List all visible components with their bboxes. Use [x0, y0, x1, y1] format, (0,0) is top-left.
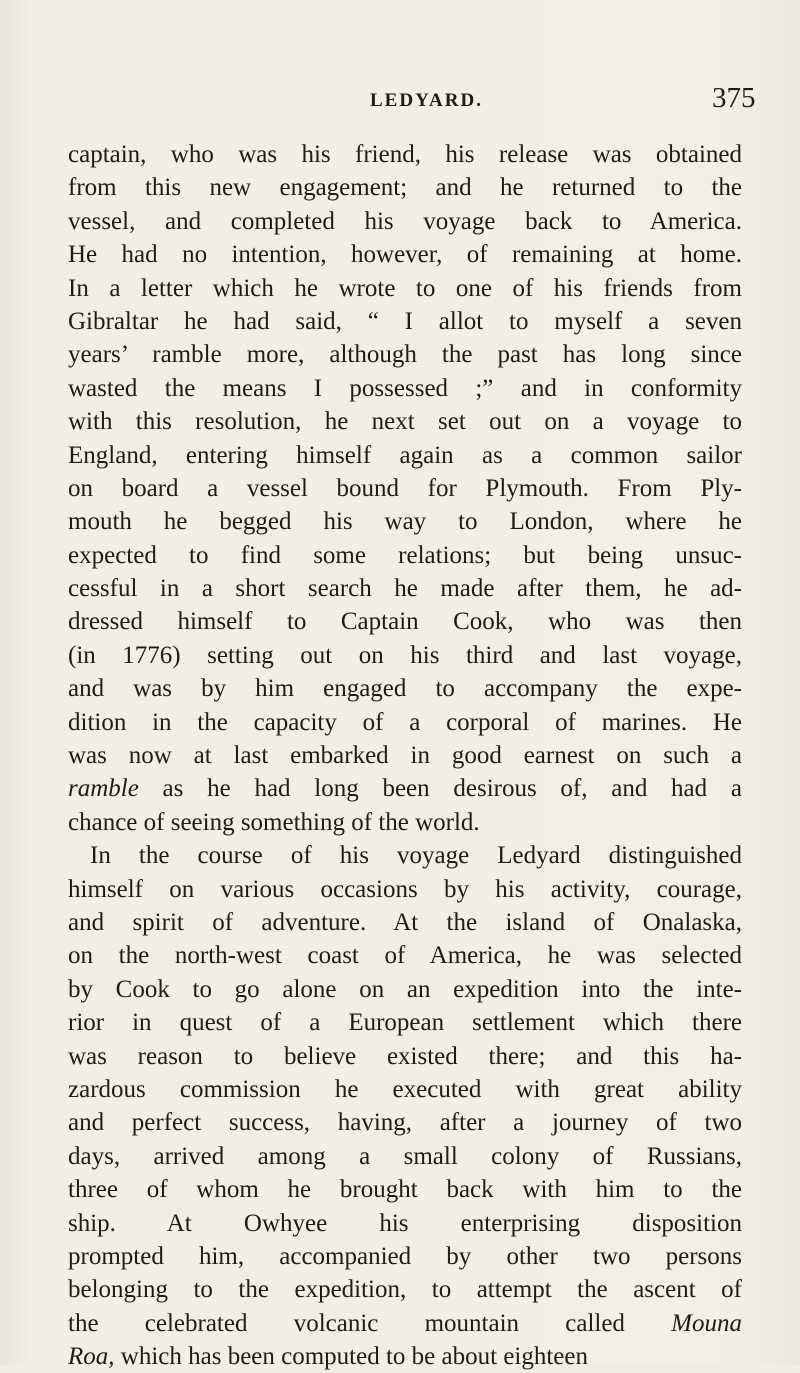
text-line: He had no intention, however, of remaining at home.	[68, 241, 742, 269]
text-line: on board a vessel bound for Plymouth. From Ply-	[68, 474, 742, 502]
text-line: vessel, and completed his voyage back to America.	[68, 207, 742, 235]
text-line	[68, 772, 742, 805]
text-line: expected to find some relations; but being unsuc-	[68, 541, 742, 569]
italic-term: ramble	[68, 775, 139, 803]
text-line: (in 1776) setting out on his third and last voyage,	[68, 641, 742, 669]
text-line	[68, 1307, 742, 1340]
text-line: with this resolution, he next set out on a voyage to	[68, 408, 742, 436]
text-line: on the north-west coast of America, he was selected	[68, 942, 742, 970]
text-line: Gibraltar he had said, “ I allot to myself a seven	[68, 307, 742, 335]
text-line: cessful in a short search he made after them, he ad-	[68, 575, 742, 603]
text-line: chance of seeing something of the world.	[68, 808, 480, 836]
text-line: dressed himself to Captain Cook, who was then	[68, 608, 742, 636]
text-line: rior in quest of a European settlement which there	[68, 1009, 742, 1037]
text-segment: as he had long been desirous of, and had a	[138, 775, 742, 803]
text-line: belonging to the expedition, to attempt the ascent of	[68, 1276, 742, 1304]
text-line: and was by him engaged to accompany the expe-	[68, 675, 742, 703]
italic-term: Roa,	[68, 1343, 115, 1371]
page-header	[0, 82, 800, 122]
text-line: from this new engagement; and he returned to the	[68, 174, 742, 202]
text-segment: which has been computed to be about eighteen	[114, 1343, 588, 1371]
text-line: three of whom he brought back with him to the	[68, 1176, 742, 1204]
text-line: In the course of his voyage Ledyard distinguished	[90, 842, 742, 870]
text-line: and perfect success, having, after a journey of two	[68, 1109, 742, 1137]
text-line	[68, 1340, 742, 1373]
page-number: 375	[712, 82, 756, 114]
text-line: ship. At Owhyee his enterprising disposition	[68, 1209, 742, 1237]
text-line: In a letter which he wrote to one of his friends from	[68, 274, 742, 302]
text-line: was reason to believe existed there; and this ha-	[68, 1042, 742, 1070]
text-line: and spirit of adventure. At the island of Onalaska,	[68, 908, 742, 936]
text-line: mouth he begged his way to London, where he	[68, 508, 742, 536]
text-line: by Cook to go alone on an expedition into the inte-	[68, 975, 742, 1003]
text-line: captain, who was his friend, his release was obtained	[68, 141, 742, 168]
text-line: England, entering himself again as a common sailor	[68, 441, 742, 469]
text-line: years’ ramble more, although the past has long since	[68, 341, 742, 369]
body-text	[68, 138, 742, 1373]
text-line: himself on various occasions by his activity, courage,	[68, 875, 742, 903]
text-line: days, arrived among a small colony of Russians,	[68, 1142, 742, 1170]
text-line: was now at last embarked in good earnest on such a	[68, 742, 742, 770]
text-line: dition in the capacity of a corporal of marines. He	[68, 708, 742, 736]
text-line: prompted him, accompanied by other two persons	[68, 1242, 742, 1270]
text-line: wasted the means I possessed ;” and in conformity	[68, 374, 742, 402]
text-line: zardous commission he executed with great ability	[68, 1075, 742, 1103]
text-segment: the celebrated volcanic mountain called	[68, 1309, 672, 1337]
italic-term: Mouna	[671, 1309, 742, 1337]
running-head: LEDYARD.	[370, 90, 483, 111]
